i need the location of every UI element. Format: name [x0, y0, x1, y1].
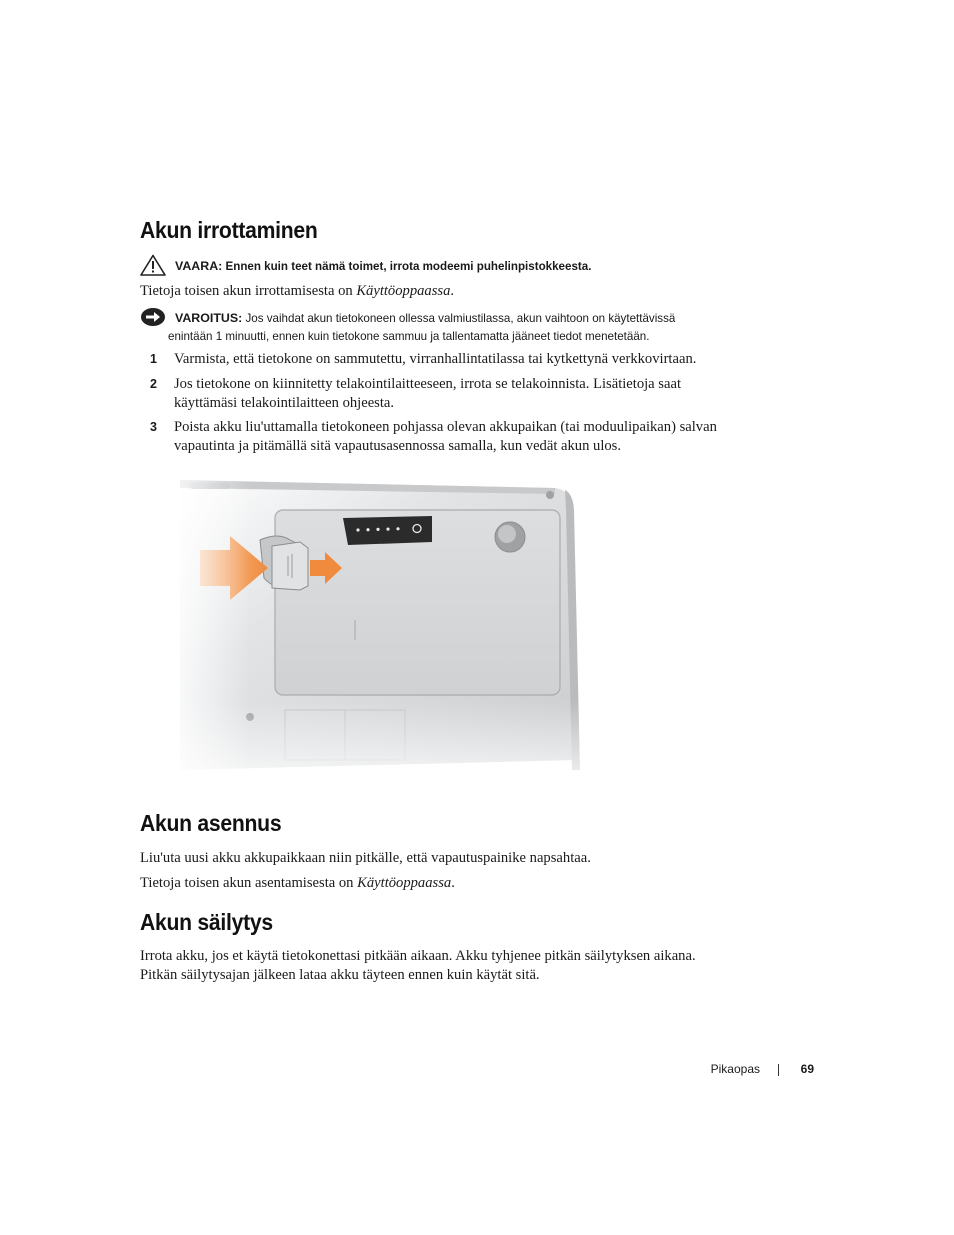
- notice-line1: Jos vaihdat akun tietokoneen ollessa valmiustilassa, akun vaihtoon on käytettävissä: [245, 312, 676, 325]
- removal-info-prefix: Tietoja toisen akun irrottamisesta on: [140, 283, 357, 299]
- notice-block: [140, 307, 760, 347]
- footer-divider: [778, 1064, 779, 1076]
- install-info-ref: Käyttöoppaassa: [357, 875, 452, 891]
- install-paragraph-1: Liu'uta uusi akku akkupaikkaan niin pitkälle, että vapautuspainike napsahtaa.: [140, 850, 591, 866]
- page-number: 69: [800, 1062, 814, 1076]
- step-text: käyttämäsi telakointilaitteen ohjeesta.: [174, 395, 395, 411]
- step-number: 1: [150, 352, 157, 366]
- storage-line-1: Irrota akku, jos et käytä tietokonettasi pitkään aikaan. Akku tyhjenee pitkän säilytyksen aikana.: [140, 948, 696, 964]
- install-info-prefix: Tietoja toisen akun asentamisesta on: [140, 875, 358, 891]
- removal-info-suffix: .: [450, 283, 455, 299]
- caution-text: Ennen kuin teet nämä toimet, irrota modeemi puhelinpistokkeesta.: [225, 260, 592, 273]
- heading-akun-asennus: Akun asennus: [140, 810, 282, 836]
- caution-label: VAARA:: [175, 259, 223, 273]
- storage-paragraph: [140, 947, 760, 985]
- step-number: 3: [150, 420, 157, 434]
- notice-arrow-icon: [140, 307, 166, 332]
- step-text: Varmista, että tietokone on sammutettu, virranhallintatilassa tai kytkettynä verkkovirtaan.: [174, 351, 697, 367]
- step-text: Jos tietokone on kiinnitetty telakointilaitteeseen, irrota se telakoinnista. Lisätietoja saat: [174, 376, 681, 392]
- step-3: [140, 418, 760, 456]
- install-info-paragraph: [140, 874, 760, 893]
- footer-section-title: Pikaopas: [710, 1062, 760, 1076]
- removal-info-paragraph: [140, 282, 760, 301]
- notice-label: VAROITUS:: [175, 311, 243, 325]
- storage-line-2: Pitkän säilytysajan jälkeen lataa akku täyteen ennen kuin käytät sitä.: [140, 967, 540, 983]
- install-info-suffix: .: [451, 875, 455, 891]
- page-footer: [600, 1062, 814, 1080]
- step-number: 2: [150, 377, 157, 391]
- step-1: [140, 350, 760, 369]
- heading-akun-irrottaminen: Akun irrottaminen: [140, 217, 318, 243]
- removal-info-ref: Käyttöoppaassa: [356, 283, 451, 299]
- step-text: vapautinta ja pitämällä sitä vapautusasennossa samalla, kun vedät akun ulos.: [174, 438, 622, 454]
- step-2: [140, 375, 760, 413]
- caution-notice: [140, 254, 760, 276]
- step-text: Poista akku liu'uttamalla tietokoneen pohjassa olevan akkupaikan (tai moduulipaikan) salvan: [174, 419, 717, 435]
- notice-line2: enintään 1 minuutti, ennen kuin tietokone sammuu ja tallentamatta jääneet tiedot menetetään.: [168, 330, 650, 343]
- heading-akun-sailytys: Akun säilytys: [140, 909, 273, 935]
- battery-release-illustration: [160, 470, 590, 800]
- warning-triangle-icon: [140, 254, 166, 281]
